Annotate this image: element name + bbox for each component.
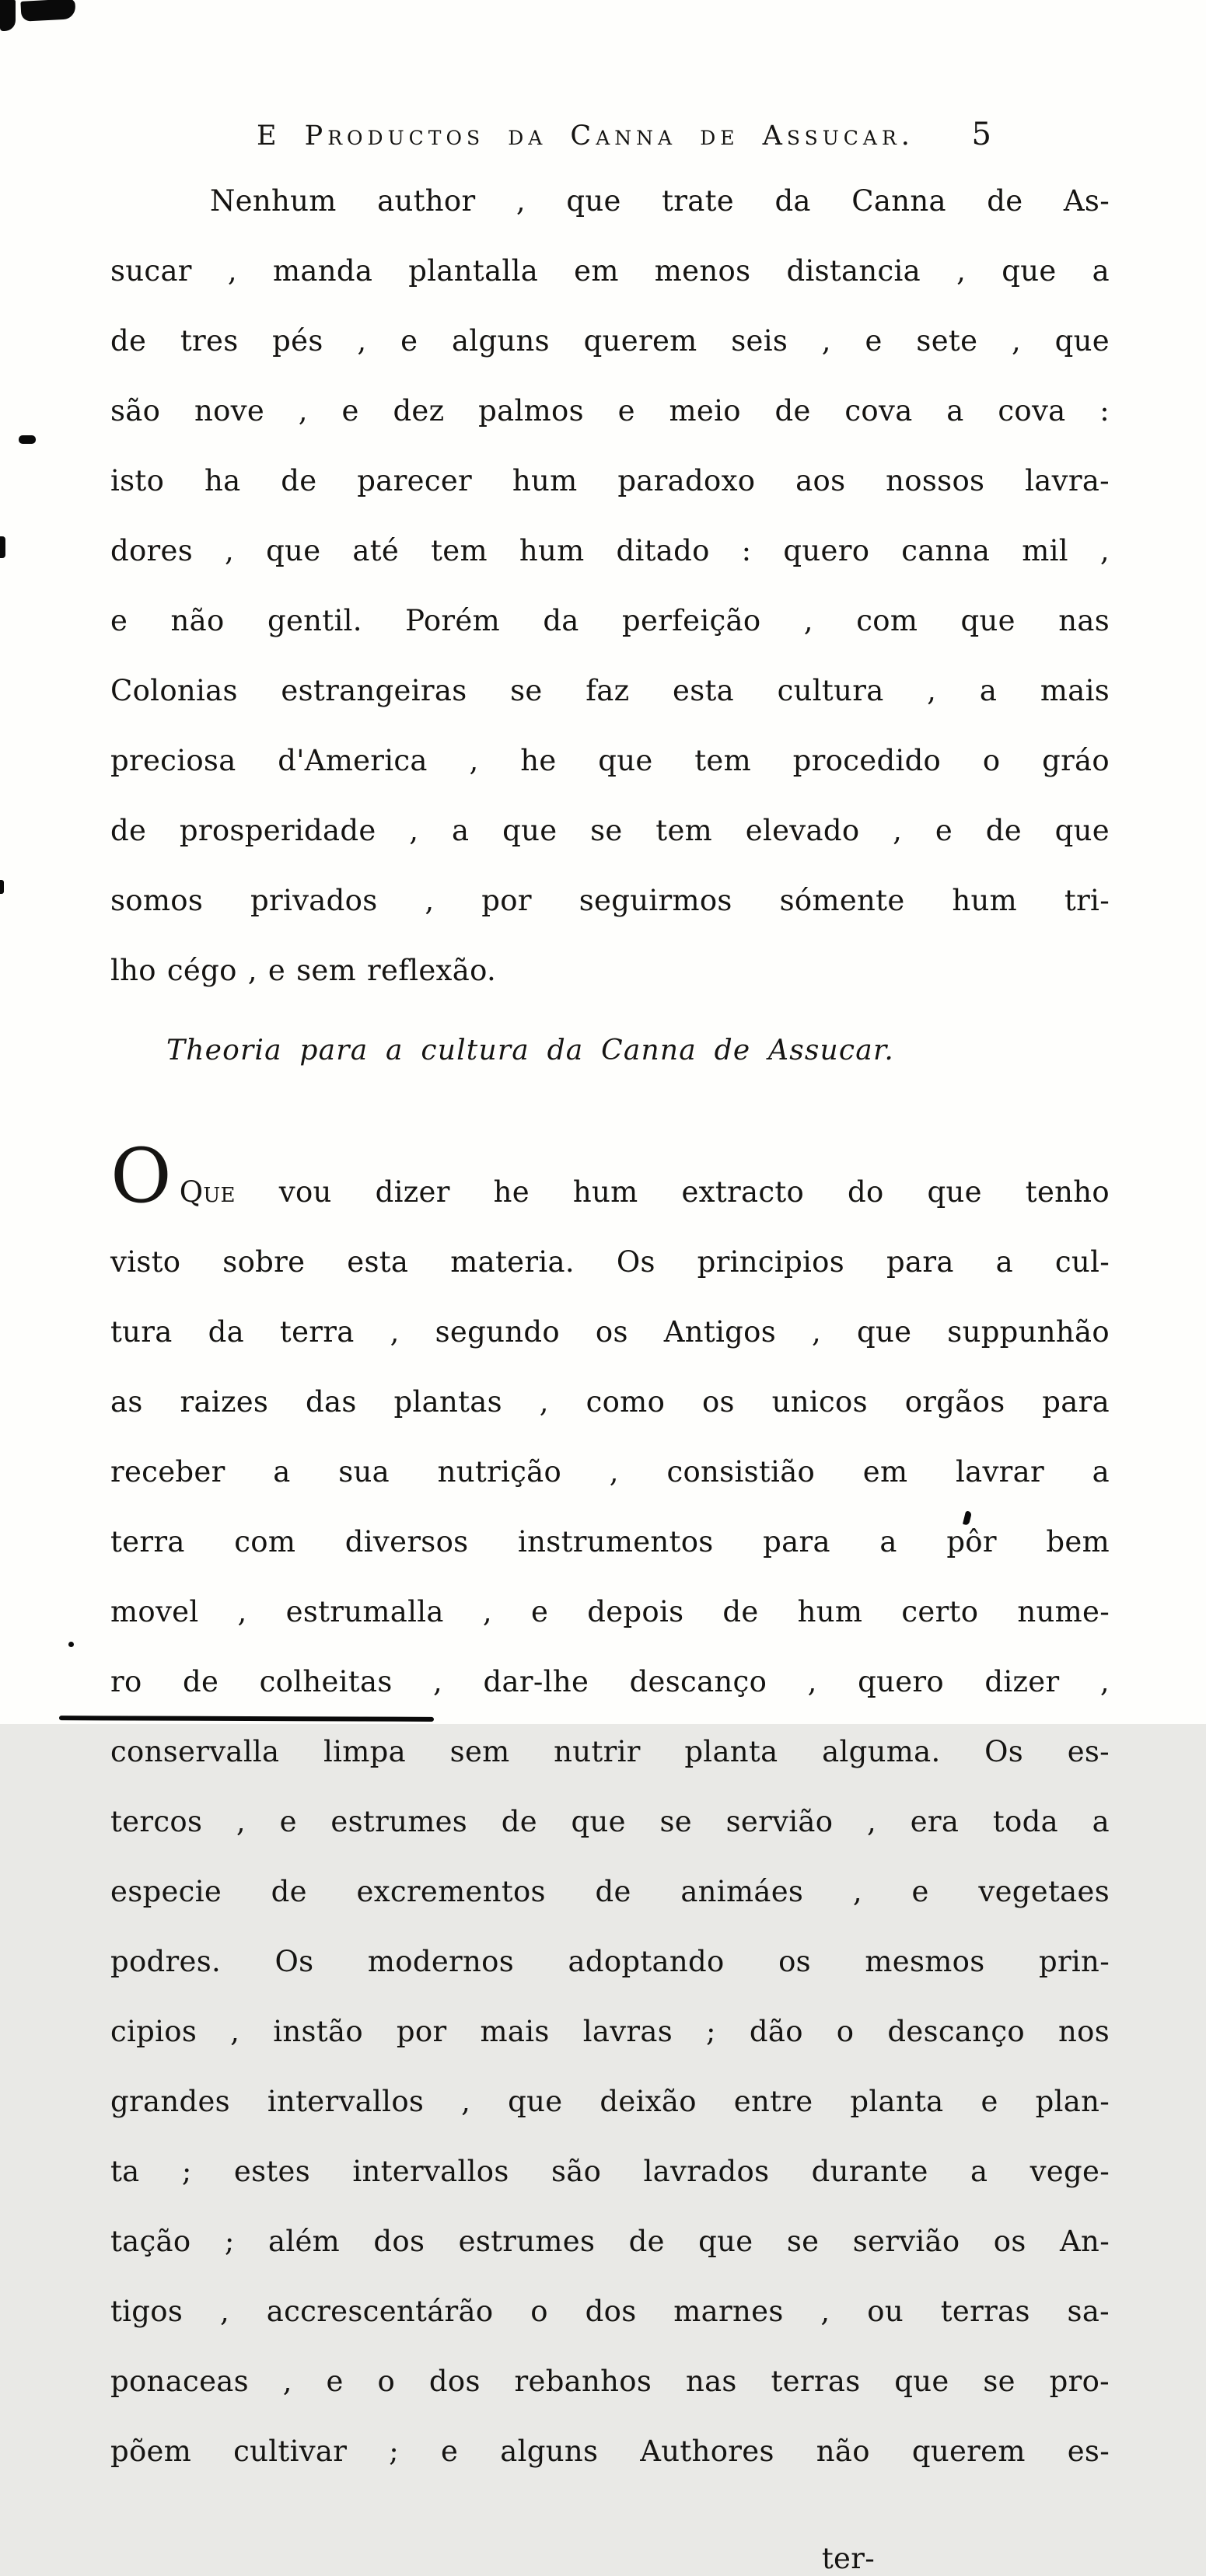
text-line: tigos , accrescentárão o dos marnes , ou terras sa-: [110, 2295, 1110, 2328]
catchword: ter-: [821, 2542, 875, 2575]
text-line: cipios , instão por mais lavras ; dão o descanço nos: [110, 2015, 1110, 2048]
text-line: especie de excrementos de animáes , e vegetaes: [110, 1875, 1110, 1908]
text-line: tercos , e estrumes de que se servião , era toda a: [110, 1805, 1110, 1838]
opening-word: Que: [179, 1175, 236, 1209]
page-number: 5: [971, 117, 991, 152]
text-line: Colonias estrangeiras se faz esta cultura , a mais: [110, 674, 1110, 707]
scan-artifact-blob: [20, 0, 75, 22]
text-block: [110, 117, 1110, 2576]
text-line: tura da terra , segundo os Antigos , que suppunhão: [110, 1315, 1110, 1349]
text-line-fragment: vou dizer he hum extracto do que tenho: [278, 1175, 1110, 1209]
text-line: terra com diversos instrumentos para a pôr bem: [110, 1525, 1110, 1559]
text-line: conservalla limpa sem nutrir planta alguma. Os es-: [110, 1735, 1110, 1768]
paragraph-1: [110, 183, 1110, 988]
text-line: receber a sua nutrição , consistião em lavrar a: [110, 1455, 1110, 1489]
text-line: movel , estrumalla , e depois de hum certo nume-: [110, 1595, 1110, 1628]
text-line: tação ; além dos estrumes de que se servião os An-: [110, 2225, 1110, 2258]
text-line: podres. Os modernos adoptando os mesmos prin-: [110, 1945, 1110, 1978]
running-header: [110, 117, 1110, 152]
text-line: e não gentil. Porém da perfeição , com que nas: [110, 604, 1110, 637]
text-line: dores , que até tem hum ditado : quero canna mil ,: [110, 534, 1110, 567]
text-line: [110, 1133, 1110, 1244]
text-line: preciosa d'America , he que tem procedido o gráo: [110, 744, 1110, 777]
catchword-row: [110, 2541, 1110, 2576]
raised-initial: O: [110, 1133, 172, 1220]
text-line: isto ha de parecer hum paradoxo aos nossos lavra-: [110, 464, 1110, 497]
text-line: sucar , manda plantalla em menos distancia , que a: [110, 254, 1110, 288]
text-line: Nenhum author , que trate da Canna de As-: [210, 184, 1110, 218]
text-line: somos privados , por seguirmos sómente hum tri-: [110, 884, 1110, 917]
section-heading: Theoria para a cultura da Canna de Assucar.: [166, 1035, 895, 1066]
text-line: ro de colheitas , dar-lhe descanço , quero dizer ,: [110, 1665, 1110, 1698]
text-line: de prosperidade , a que se tem elevado , e de que: [110, 814, 1110, 847]
scan-artifact-edge-mark: [0, 536, 5, 558]
text-line: põem cultivar ; e alguns Authores não querem es-: [110, 2435, 1110, 2468]
text-line: grandes intervallos , que deixão entre planta e plan-: [110, 2085, 1110, 2118]
scan-artifact-edge-mark: [0, 880, 4, 894]
running-header-title: E Productos da Canna de Assucar.: [257, 120, 914, 152]
scan-artifact-blob: [0, 0, 16, 31]
scan-artifact-speck: [68, 1642, 74, 1647]
text-line: visto sobre esta materia. Os principios para a cul-: [110, 1245, 1110, 1279]
text-line: de tres pés , e alguns querem seis , e sete , que: [110, 324, 1110, 358]
text-line: são nove , e dez palmos e meio de cova a cova :: [110, 394, 1110, 428]
text-line: ta ; estes intervallos são lavrados durante a vege-: [110, 2155, 1110, 2188]
paragraph-2: [110, 1133, 1110, 2504]
text-line: lho cégo , e sem reflexão.: [110, 954, 497, 987]
text-line: ponaceas , e o dos rebanhos nas terras que se pro-: [110, 2365, 1110, 2398]
text-line: as raizes das plantas , como os unicos orgãos para: [110, 1385, 1110, 1419]
scan-artifact-dash: [19, 435, 36, 444]
